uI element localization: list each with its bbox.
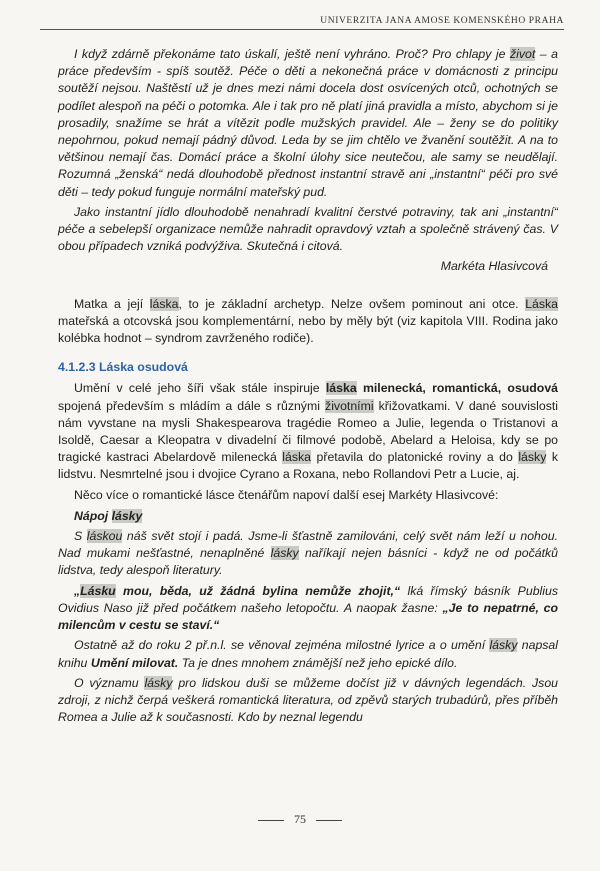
highlight: lásky xyxy=(111,508,143,523)
page-number: 75 xyxy=(294,812,306,826)
text: k lidstvu. Nesmrtelné jsou i dvojice Cyrano a Roxana, nebo Rollandovi Petr a Lucie, aj. xyxy=(58,450,559,482)
text: lká římský básník Publius Ovidius Naso již před počátkem našeho letopočtu. A naopak žasne: xyxy=(58,583,558,615)
highlight: láska xyxy=(149,296,179,311)
highlight: láska xyxy=(282,450,312,465)
essay-paragraph xyxy=(58,637,558,671)
text: O významu xyxy=(74,675,145,690)
footer-dash-left xyxy=(258,820,284,821)
highlight: lásky xyxy=(518,450,547,465)
text: Ostatně až do roku 2 př.n.l. se věnoval zejména milostné lyrice a o umění xyxy=(74,638,490,653)
bold-text: „ xyxy=(74,583,81,598)
text: Umění v celé jeho šíři však stále inspiruje xyxy=(74,381,326,396)
text: Matka a její xyxy=(74,296,150,311)
text: Nápoj xyxy=(74,508,112,523)
text: I když zdárně překonáme tato úskalí, ještě není vyhráno. Proč? Pro chlapy je xyxy=(74,47,510,61)
bold-text: „Je to nepatrné, co milencům v cestu se staví.“ xyxy=(58,600,558,633)
highlight: lásky xyxy=(144,675,173,690)
essay-paragraph xyxy=(58,46,558,201)
text: přetavila do platonické roviny a do xyxy=(311,450,519,465)
text: křižovatkami. V dané souvislosti nám vyvstane na mysli Shakespearova tragédie Romeo a Julie, legenda o Tristanovi a Isoldě, Caesar a Kleopatra v divadelní či filmové podobě, Abelard a Heloisa, kdy se po tragické kastraci Abelardově milenecká xyxy=(58,398,558,465)
text: napsal knihu xyxy=(58,638,559,670)
body-paragraph: Něco více o romantické lásce čtenářům napoví další esej Markéty Hlasivcové: xyxy=(74,487,499,502)
bold-text: mou, běda, už žádná bylina nemůže zhojit,“ xyxy=(115,583,401,598)
highlight: lásky xyxy=(489,638,518,653)
essay-title xyxy=(58,508,558,525)
section-heading: 4.1.2.3 Láska osudová xyxy=(58,360,188,375)
text: , to je základní archetyp. Nelze ovšem pominout ani otce. xyxy=(178,296,526,311)
highlight: životními xyxy=(325,398,374,413)
text: – a práce především - spíš soutěž. Péče o děti a nekonečná práce v domácnosti z principu soutěží nejsou. Naštěstí už je dnes mezi námi docela dost osvícených otců, ochotných se podílet alespoň na péči o potomka. Ale i tak pro ně platí jiná pravidla a místo, abychom si je prosadily, snažíme se hrát a vítězit podle mužských pravidel. Ale – ženy se do politiky nepohrnou, pokud nemají pádný důvod. Leda by se jim chtělo ve žvanění soutěžit. A na to většinou nemají čas. Domácí práce a školní úlohy sice neutečou, ale samy se neudělají. Rozumná „ženská“ nedá dlouhodobě přednost instantní stravě ani „instantní“ péči pro své děti – tedy pokud funguje normální mateřský pud. xyxy=(58,47,559,199)
running-header: UNIVERZITA JANA AMOSE KOMENSKÉHO PRAHA xyxy=(40,16,564,30)
text: spojená především s mládím a dále s různými xyxy=(58,398,326,413)
text: S xyxy=(74,529,87,544)
essay-paragraph xyxy=(58,675,558,727)
highlight: láskou xyxy=(86,529,123,544)
highlight: život xyxy=(510,47,536,61)
text: mateřská a otcovská jsou komplementární, nebo by měly být (viz kapitola VIII. Rodina jako kolébka hodnot – syndrom zavrženého rodiče). xyxy=(58,313,558,346)
body-paragraph xyxy=(58,380,558,483)
highlight: lásky xyxy=(270,546,299,561)
text: naříkají nejen básníci - když ne od počátků lidstva, tedy alespoň literatury. xyxy=(58,546,558,578)
highlight: Láska xyxy=(525,296,559,311)
text: Ta je dnes mnohem známější než jeho epické dílo. xyxy=(178,655,458,670)
page-footer xyxy=(0,812,600,827)
text: pro lidskou duši se můžeme dočíst již v dávných legendách. Jsou zdroji, z nichž čerpá veškerá romantická literatura, od zpěvů starých trubadúrů, přes příběh Romea a Julie až k současnosti. Kdo by neznal legendu xyxy=(58,675,558,725)
essay-paragraph: Jako instantní jídlo dlouhodobě nenahradí kvalitní čerstvé potraviny, tak ani „instantní“ péče a sebelepší organizace nemůže nahradit opravdový vztah a společně strávený čas. V obou případech vzniká podvýživa. Skutečná i citová. xyxy=(58,204,558,254)
essay-paragraph xyxy=(58,528,558,580)
footer-dash-right xyxy=(316,820,342,821)
bold-text: Umění milovat. xyxy=(90,655,179,670)
essay-paragraph xyxy=(58,583,558,635)
text: náš svět stojí i padá. Jsme-li šťastně zamilováni, celý svět nám leží u nohou. Nad mukami nešťastné, nenaplněné xyxy=(58,529,558,561)
highlight: láska xyxy=(325,381,357,396)
highlight: Lásku xyxy=(80,583,116,598)
page-content xyxy=(58,46,558,729)
body-paragraph xyxy=(58,296,558,348)
author-signature: Markéta Hlasivcová xyxy=(440,259,548,274)
bold-text: milenecká, romantická, osudová xyxy=(356,381,558,396)
